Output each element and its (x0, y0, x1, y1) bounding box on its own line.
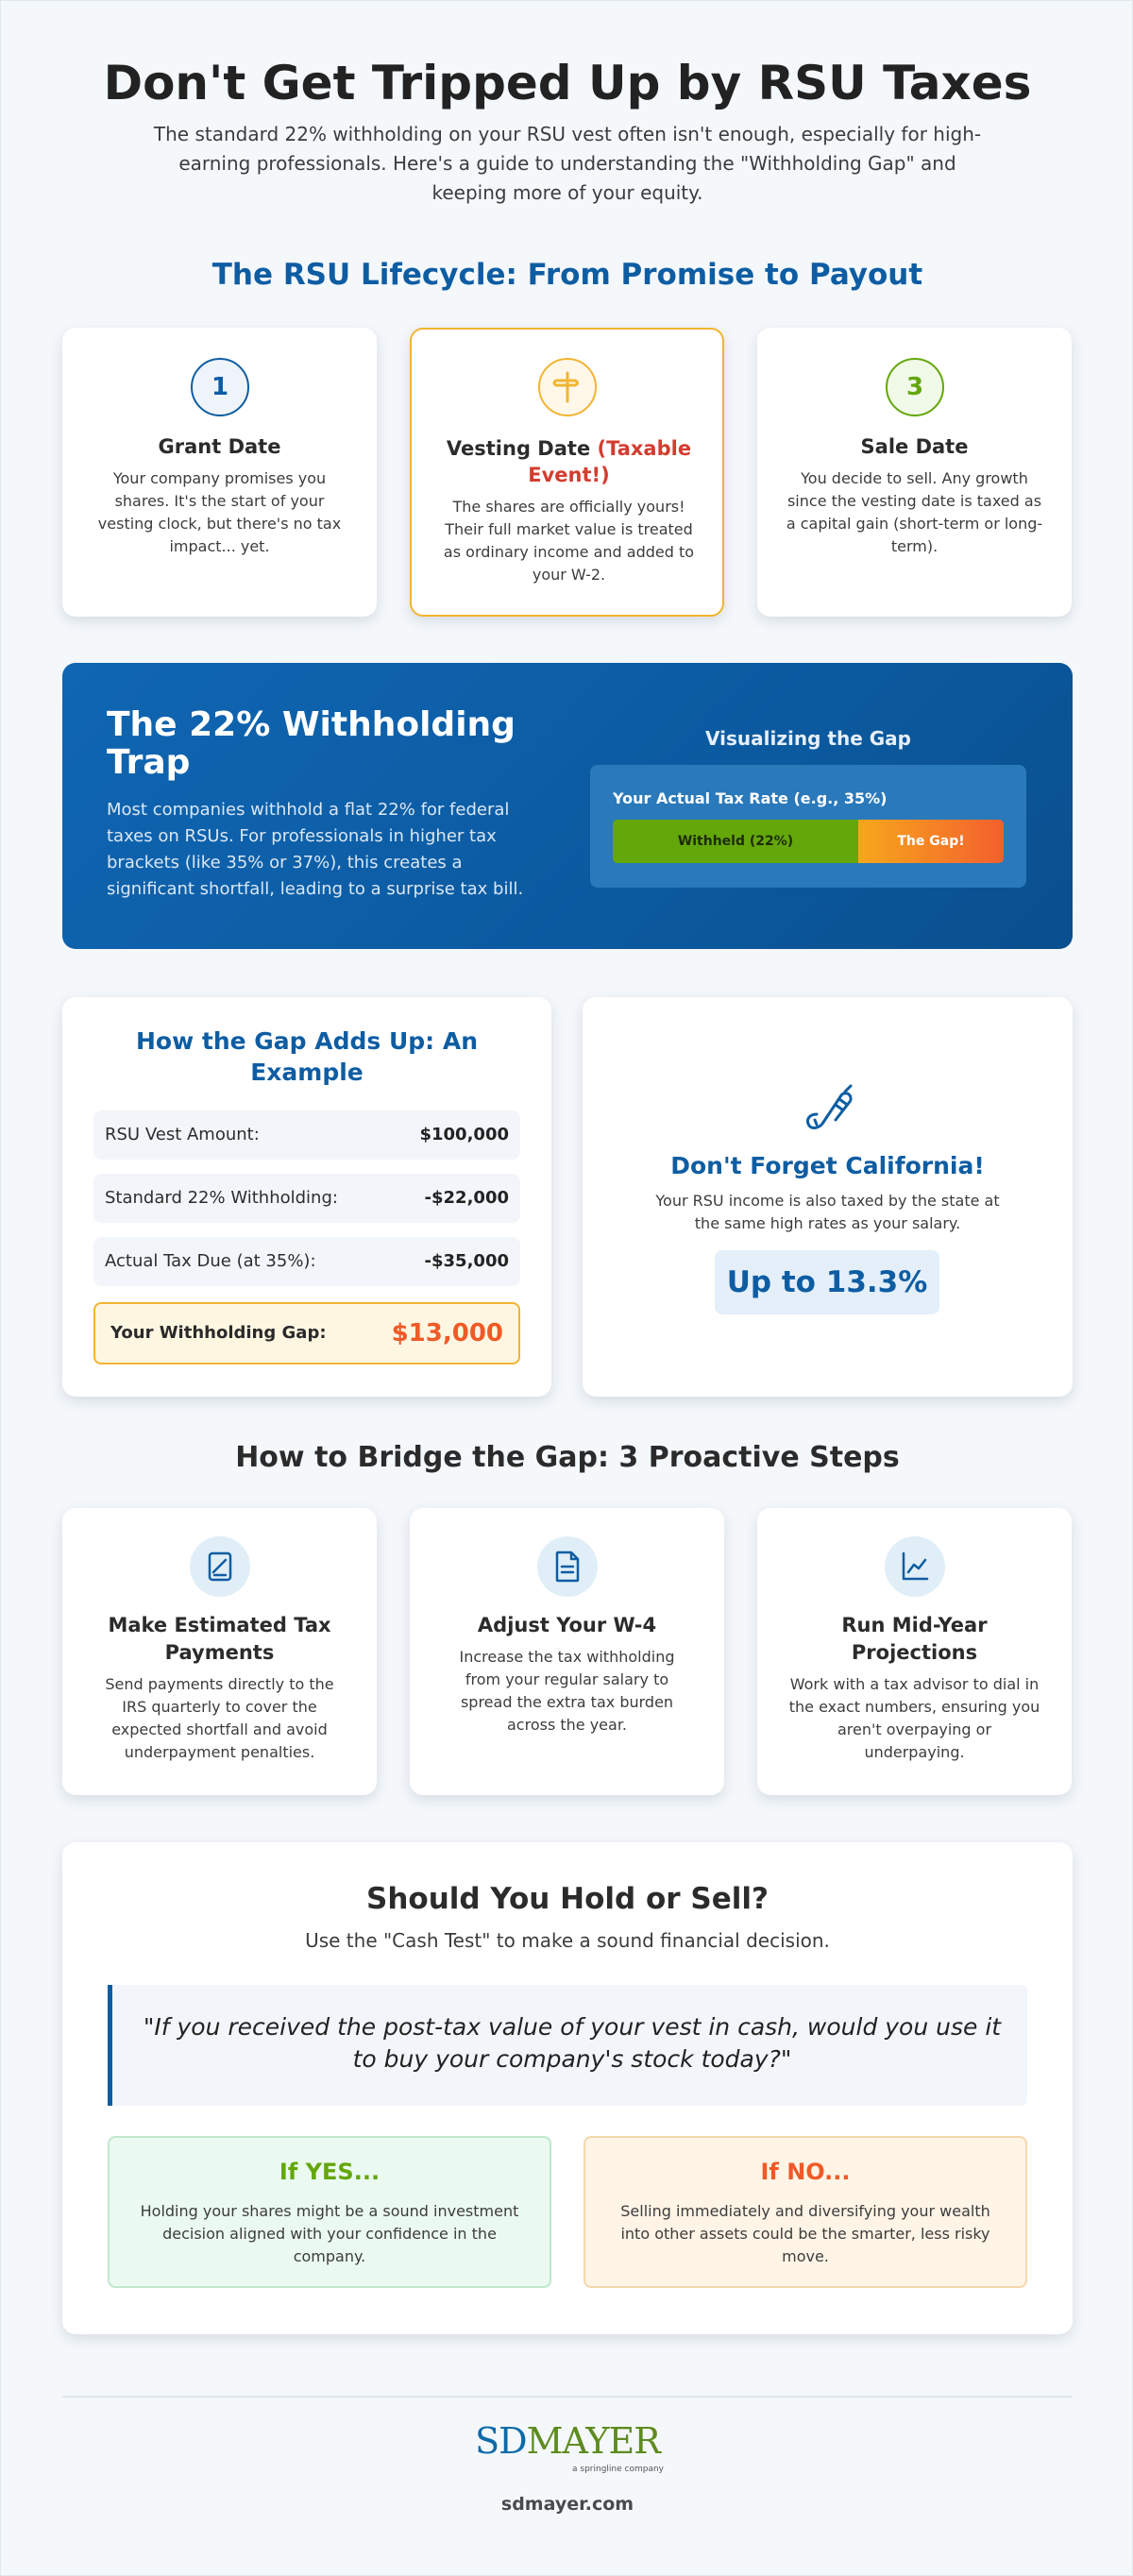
gap-label: Your Withholding Gap: (110, 1323, 327, 1343)
step-text: Increase the tax withholding from your regular salary to spread the extra tax burden across the year. (459, 1648, 675, 1734)
example-title: How the Gap Adds Up: An Example (135, 1027, 479, 1086)
row-label: Actual Tax Due (at 35%): (105, 1251, 316, 1271)
if-no-title: If NO... (760, 2159, 851, 2185)
vesting-date-label: Vesting Date (446, 437, 598, 460)
hold-or-sell-card (62, 1842, 1073, 2334)
california-rate: Up to 13.3% (715, 1250, 939, 1314)
sdmayer-logo (1, 2420, 1133, 2462)
california-title: Don't Forget California! (670, 1152, 985, 1179)
if-no-text: Selling immediately and diversifying your wealth into other assets could be the smarter, less risky move. (620, 2202, 990, 2265)
gap-visual-box (590, 765, 1026, 888)
california-text: Your RSU income is also taxed by the state at the same high rates as your salary. (655, 1192, 1000, 1232)
hold-title: Should You Hold or Sell? (366, 1882, 769, 1916)
if-yes-title: If YES... (279, 2159, 380, 2185)
gap-bar (613, 820, 1004, 863)
gap-segment: The Gap! (858, 820, 1004, 863)
withholding-row (93, 1174, 520, 1223)
step-text: Send payments directly to the IRS quarterly to cover the expected shortfall and avoid underpayment penalties. (105, 1675, 334, 1761)
sale-date-title: Sale Date (860, 435, 969, 458)
trap-title: The 22% Withholding Trap (107, 705, 516, 782)
withholding-trap-section (62, 663, 1073, 949)
steps-title: How to Bridge the Gap: 3 Proactive Steps (235, 1441, 900, 1474)
sale-date-card (757, 328, 1072, 617)
page-title: Don't Get Tripped Up by RSU Taxes (103, 56, 1032, 110)
signpost-icon (538, 358, 597, 416)
estimated-payments-card (62, 1508, 377, 1795)
gap-value: $13,000 (391, 1319, 503, 1347)
footer-divider (62, 2396, 1073, 2398)
taxable-event-highlight: (Taxable Event!) (528, 437, 692, 486)
row-value: -$35,000 (424, 1251, 509, 1271)
vesting-date-title (431, 435, 707, 488)
step-title: Adjust Your W-4 (477, 1614, 657, 1636)
line-chart-icon (885, 1536, 945, 1597)
row-value: $100,000 (419, 1125, 509, 1144)
sale-date-text: You decide to sell. Any growth since the vesting date is taxed as a capital gain (short-term or long-term). (786, 469, 1043, 555)
tax-due-row (93, 1237, 520, 1286)
grant-date-title: Grant Date (158, 435, 281, 458)
step-one-badge: 1 (191, 358, 249, 416)
logo-mayer: MAYER (526, 2420, 660, 2462)
logo-sd: SD (475, 2420, 527, 2462)
step-text: Work with a tax advisor to dial in the exact numbers, ensuring you aren't overpaying or underpaying. (788, 1675, 1040, 1761)
if-no-box (583, 2136, 1027, 2288)
hiking-boot-icon (798, 1078, 858, 1139)
trap-text: Most companies withhold a flat 22% for federal taxes on RSUs. For professionals in higher tax brackets (like 35% or 37%), this creates a significant shortfall, leading to a surprise tax bill. (107, 800, 524, 899)
mid-year-projections-card (757, 1508, 1072, 1795)
adjust-w4-card (410, 1508, 724, 1795)
step-title: Run Mid-Year Projections (841, 1614, 988, 1664)
row-label: Standard 22% Withholding: (105, 1188, 338, 1208)
if-yes-box (108, 2136, 551, 2288)
page-subtitle: The standard 22% withholding on your RSU vest often isn't enough, especially for high-earning professionals. Here's a guide to understanding the "Withholding Gap" and keeping more of your equity. (153, 123, 982, 204)
grant-date-card (62, 328, 377, 617)
gap-example-card (62, 997, 551, 1397)
row-value: -$22,000 (424, 1188, 509, 1208)
california-card (583, 997, 1073, 1397)
tax-form-icon (190, 1536, 250, 1597)
if-yes-text: Holding your shares might be a sound investment decision aligned with your confidence in the company. (140, 2202, 519, 2265)
lifecycle-title: The RSU Lifecycle: From Promise to Payout (211, 258, 923, 292)
quote-text: "If you received the post-tax value of your vest in cash, would you use it to buy your company's stock today?" (143, 2013, 1002, 2073)
logo-tagline: a springline company (572, 2465, 664, 2474)
vesting-date-text: The shares are officially yours! Their full market value is treated as ordinary income and added to your W-2. (443, 498, 695, 584)
row-label: RSU Vest Amount: (105, 1125, 260, 1144)
grant-date-text: Your company promises you shares. It's the start of your vesting clock, but there's no tax impact... yet. (97, 469, 342, 555)
step-title: Make Estimated Tax Payments (108, 1614, 331, 1664)
withholding-gap-row (93, 1302, 520, 1364)
document-icon (537, 1536, 598, 1597)
step-three-badge: 3 (886, 358, 944, 416)
vesting-date-card (410, 328, 724, 617)
vest-amount-row (93, 1110, 520, 1160)
actual-rate-label: Your Actual Tax Rate (e.g., 35%) (613, 789, 888, 807)
cash-test-quote (108, 1985, 1027, 2106)
withheld-segment: Withheld (22%) (613, 820, 858, 863)
hold-subtitle: Use the "Cash Test" to make a sound financial decision. (305, 1929, 830, 1952)
website-link[interactable]: sdmayer.com (500, 2494, 634, 2515)
visualizing-gap-title: Visualizing the Gap (705, 727, 911, 750)
